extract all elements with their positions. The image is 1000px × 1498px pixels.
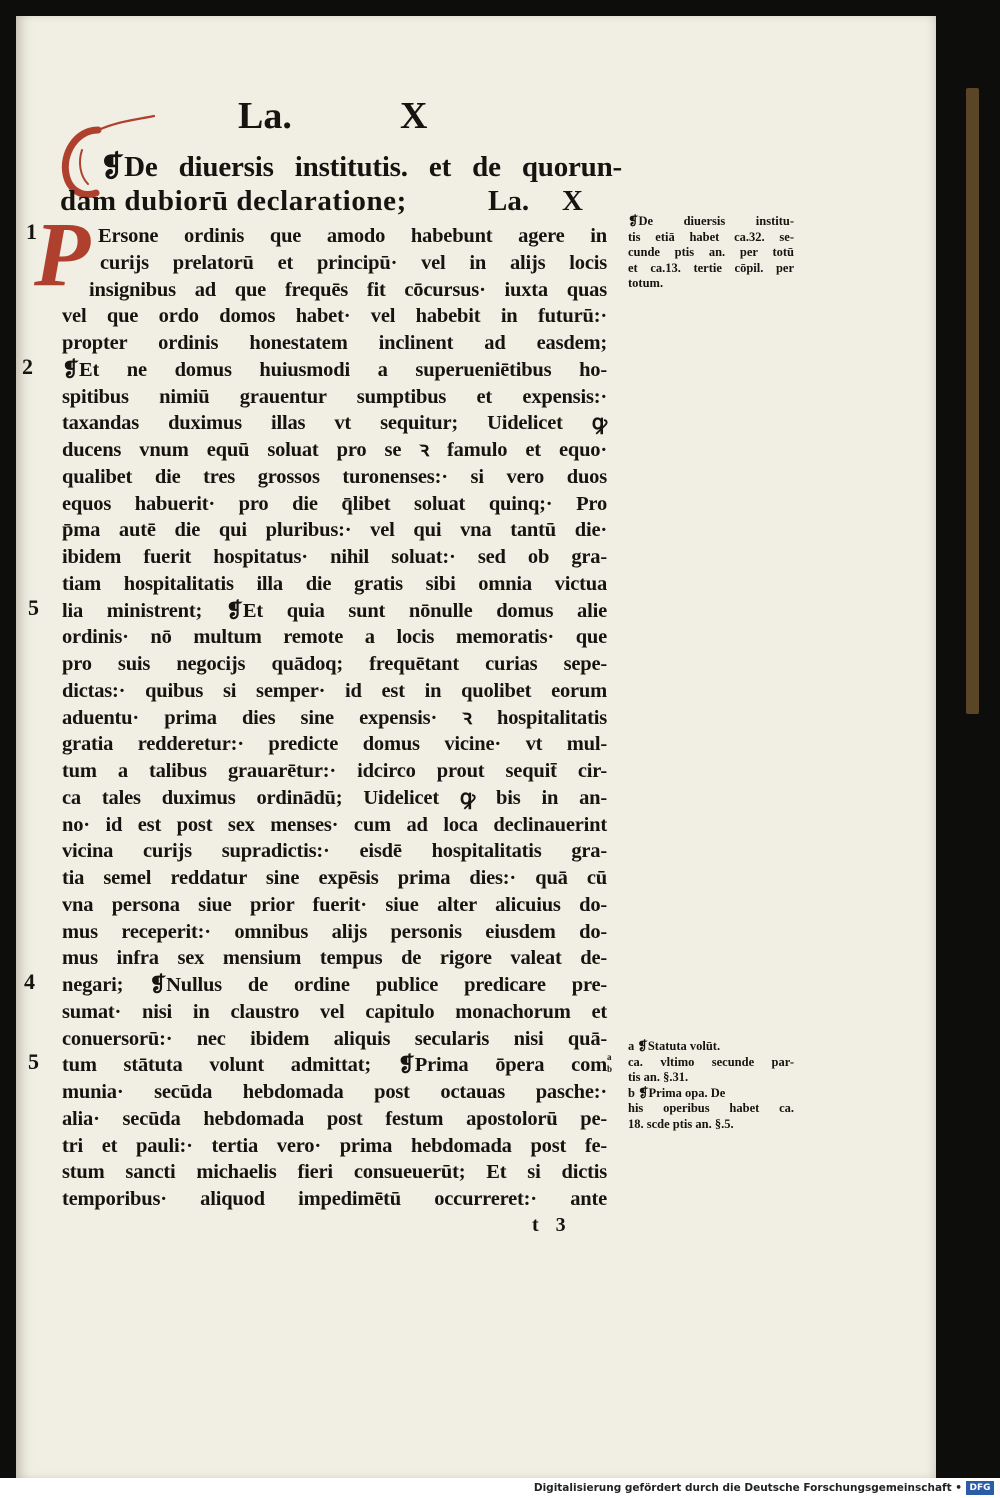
chapter-title-line-2: dam dubiorū declaratione; bbox=[60, 185, 407, 217]
text-line: munia· secūda hebdomada post octauas pasche:· bbox=[62, 1081, 607, 1103]
text-line: vna persona siue prior fuerit· siue alter alicuius do- bbox=[62, 893, 607, 916]
text-line: ibidem fuerit hospitatus· nihil soluat:· sed ob gra- bbox=[62, 546, 607, 568]
text-line: aduentu· prima dies sine expensis· ꝛ hospitalitatis bbox=[62, 706, 607, 729]
text-line: tri et pauli:· tertia vero· prima hebdomada post fe- bbox=[62, 1134, 607, 1157]
text-line: spitibus nimiū grauentur sumptibus et expensis:· bbox=[62, 385, 607, 408]
side-note-line: his operibus habet ca. bbox=[628, 1101, 794, 1116]
digitization-footer bbox=[0, 1478, 1000, 1498]
text-line: tiam hospitalitatis illa die gratis sibi omnia victua bbox=[62, 572, 607, 595]
text-line: insignibus ad que frequēs fit cōcursus· iuxta quas bbox=[89, 278, 607, 301]
running-head-label: La. bbox=[238, 95, 292, 137]
text-line: temporibus· aliquod impedimētū occurreret:· ante bbox=[62, 1188, 607, 1210]
dfg-logo: DFG bbox=[966, 1481, 994, 1495]
side-note-line: b ❡Prima opa. De bbox=[628, 1085, 726, 1100]
signature-mark: t 3 bbox=[532, 1214, 566, 1236]
text-line: equos habuerit· pro die q̄libet soluat quinq;· Pro bbox=[62, 492, 607, 515]
running-head-number: X bbox=[400, 95, 428, 137]
text-line: Ersone ordinis que amodo habebunt agere in bbox=[98, 225, 607, 247]
side-note-line: a ❡Statuta volūt. bbox=[628, 1039, 721, 1053]
text-line: vicina curijs supradictis:· eisdē hospitalitatis gra- bbox=[62, 840, 607, 863]
note-reference-a: a bbox=[607, 1052, 612, 1062]
footer-credit: Digitalisierung gefördert durch die Deutsche Forschungsgemeinschaft • bbox=[533, 1482, 962, 1494]
body-text-column bbox=[62, 223, 607, 1213]
text-line: ca tales duximus ordinādū; Uidelicet ꝙ bis in an- bbox=[62, 786, 607, 809]
text-line: ducens vnum equū soluat pro se ꝛ famulo et equo· bbox=[62, 439, 607, 461]
side-note bbox=[628, 214, 794, 292]
text-line: no· id est post sex menses· cum ad loca declinauerint bbox=[62, 813, 607, 836]
margin-number: 2 bbox=[22, 354, 33, 379]
chapter-title-line-1: ❡De diuersis institutis. et de quorun- bbox=[100, 151, 622, 183]
side-note-line: 18. scde ptis an. §.5. bbox=[628, 1116, 734, 1131]
chapter-title-label: La. bbox=[488, 185, 530, 217]
side-note-line: totum. bbox=[628, 276, 664, 291]
text-line: tum stātuta volunt admittat; ❡Prima ōpera com bbox=[62, 1054, 607, 1077]
text-line: conuersorū:· nec ibidem aliquis secularis nisi quā- bbox=[62, 1027, 607, 1050]
side-note-line: ❡De diuersis institu- bbox=[628, 214, 794, 228]
text-line: qualibet die tres grossos turonenses:· si vero duos bbox=[62, 465, 607, 488]
text-line: pro suis negocijs quādoq; frequētant curias sepe- bbox=[62, 653, 607, 675]
side-note bbox=[628, 1039, 794, 1133]
note-reference-b: b bbox=[607, 1064, 613, 1074]
text-line: dictas:· quibus si semper· id est in quolibet eorum bbox=[62, 679, 607, 702]
text-line: gratia redderetur:· predicte domus vicine· vt mul- bbox=[62, 733, 607, 756]
text-line: ordinis· nō multum remote a locis memoratis· que bbox=[62, 626, 607, 649]
margin-number: 1 bbox=[26, 219, 37, 244]
text-line: mus receperit:· omnibus alijs personis eiusdem do- bbox=[62, 920, 607, 943]
text-line: taxandas duximus illas vt sequitur; Uidelicet ꝙ bbox=[62, 412, 607, 435]
text-line: mus infra sex mensium tempus de rigore valeat de- bbox=[62, 947, 607, 970]
text-line: vel que ordo domos habet· vel habebit in futurū:· bbox=[62, 305, 607, 328]
text-line: sumat· nisi in claustro vel capitulo monachorum et bbox=[62, 1000, 607, 1023]
side-note-line: ca. vltimo secunde par- bbox=[628, 1054, 794, 1069]
side-note-line: tis etiā habet ca.32. se- bbox=[628, 229, 794, 244]
text-line: p̄ma autē die qui pluribus:· vel qui vna tantū die· bbox=[62, 519, 607, 542]
text-line: ❡Et ne domus huiusmodi a superueniētibus ho- bbox=[62, 358, 607, 381]
rubricated-initial: P bbox=[34, 203, 91, 305]
text-line: stum sancti michaelis fieri consueuerūt; Et si dictis bbox=[62, 1161, 607, 1184]
text-line: alia· secūda hebdomada post festum apostolorū pe- bbox=[62, 1107, 607, 1130]
chapter-title-number: X bbox=[562, 185, 583, 217]
side-note-line: et ca.13. tertie cōpil. per bbox=[628, 260, 794, 275]
text-line: lia ministrent; ❡Et quia sunt nōnulle domus alie bbox=[62, 599, 607, 622]
text-line: tum a talibus grauarētur:· idcirco prout sequit̄ cir- bbox=[62, 760, 607, 782]
side-note-line: tis an. §.31. bbox=[628, 1070, 689, 1085]
margin-number: 5 bbox=[28, 1049, 39, 1074]
margin-number: 4 bbox=[24, 969, 35, 994]
side-note-line: cunde ptis an. per totū bbox=[628, 245, 794, 260]
margin-number: 5 bbox=[28, 595, 39, 620]
text-line: propter ordinis honestatem inclinent ad easdem; bbox=[62, 332, 607, 354]
text-line: curijs prelatorū et principū· vel in alijs locis bbox=[100, 251, 607, 274]
text-line: negari; ❡Nullus de ordine publice predicare pre- bbox=[62, 974, 607, 996]
text-line: tia semel reddatur sine expēsis prima dies:· quā cū bbox=[62, 867, 607, 889]
binding-edge bbox=[966, 88, 979, 714]
